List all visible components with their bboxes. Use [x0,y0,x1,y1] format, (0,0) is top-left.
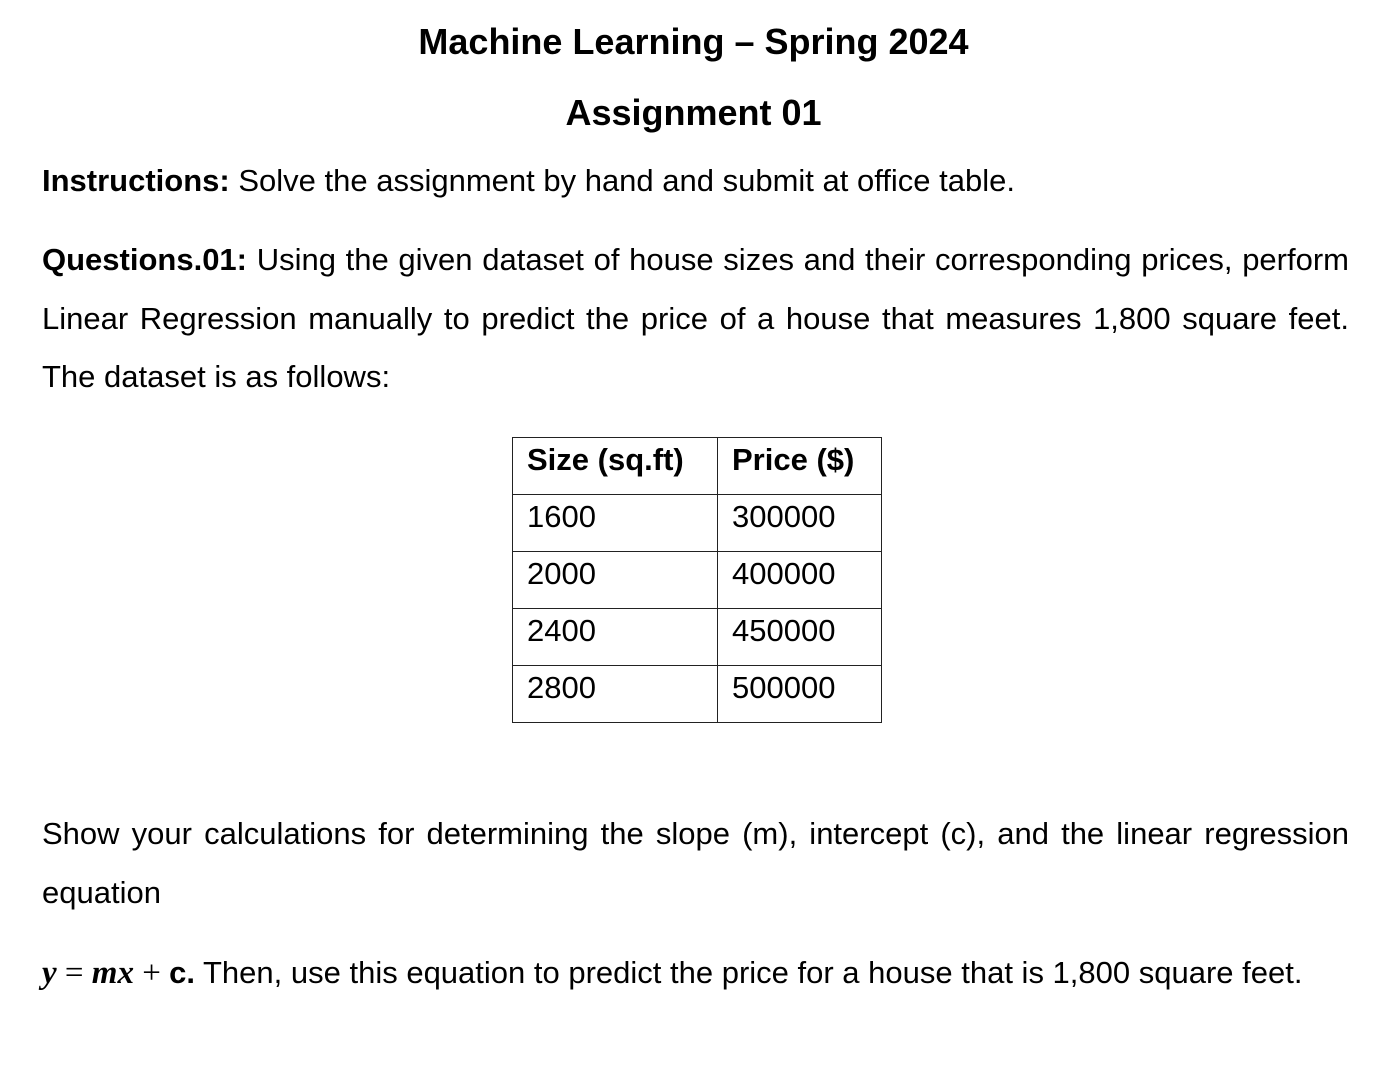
table-row [513,609,882,666]
equation-c: c. [169,955,195,990]
equation-paragraph [42,944,1349,1003]
equation-y: y [42,955,57,991]
table-cell-price: 450000 [718,609,882,666]
equation-equals: = [56,955,92,991]
equation-plus: + [133,955,170,991]
dataset-table [512,437,882,723]
table-header-row [513,438,882,495]
table-header-price: Price ($) [718,438,882,495]
assignment-subtitle: Assignment 01 [565,92,822,133]
table-cell-size: 1600 [513,495,718,552]
table-cell-size: 2000 [513,552,718,609]
instructions-text: Solve the assignment by hand and submit at office table. [229,163,1015,198]
table-row [513,495,882,552]
table-cell-price: 400000 [718,552,882,609]
question-label: Questions.01: [42,242,247,277]
equation-text: Then, use this equation to predict the price for a house that is 1,800 square feet. [194,955,1303,990]
table-cell-size: 2400 [513,609,718,666]
table-cell-size: 2800 [513,666,718,723]
table-header-size: Size (sq.ft) [513,438,718,495]
instructions-label: Instructions: [42,163,230,198]
document-title: Machine Learning – Spring 2024 [418,21,969,62]
question-paragraph [42,231,1349,407]
table-row [513,666,882,723]
table-cell-price: 300000 [718,495,882,552]
regression-equation [42,955,169,991]
instructions-paragraph [42,152,1349,211]
table-cell-price: 500000 [718,666,882,723]
question-text: Using the given dataset of house sizes and their corresponding prices, perform Linear Regression manually to predict the price of a house that measures 1,800 square feet. The dataset is as follows: [42,242,1349,394]
equation-mx: mx [91,955,134,991]
calculation-instructions: Show your calculations for determining the slope (m), intercept (c), and the linear regression equation [42,816,1349,910]
table-row [513,552,882,609]
